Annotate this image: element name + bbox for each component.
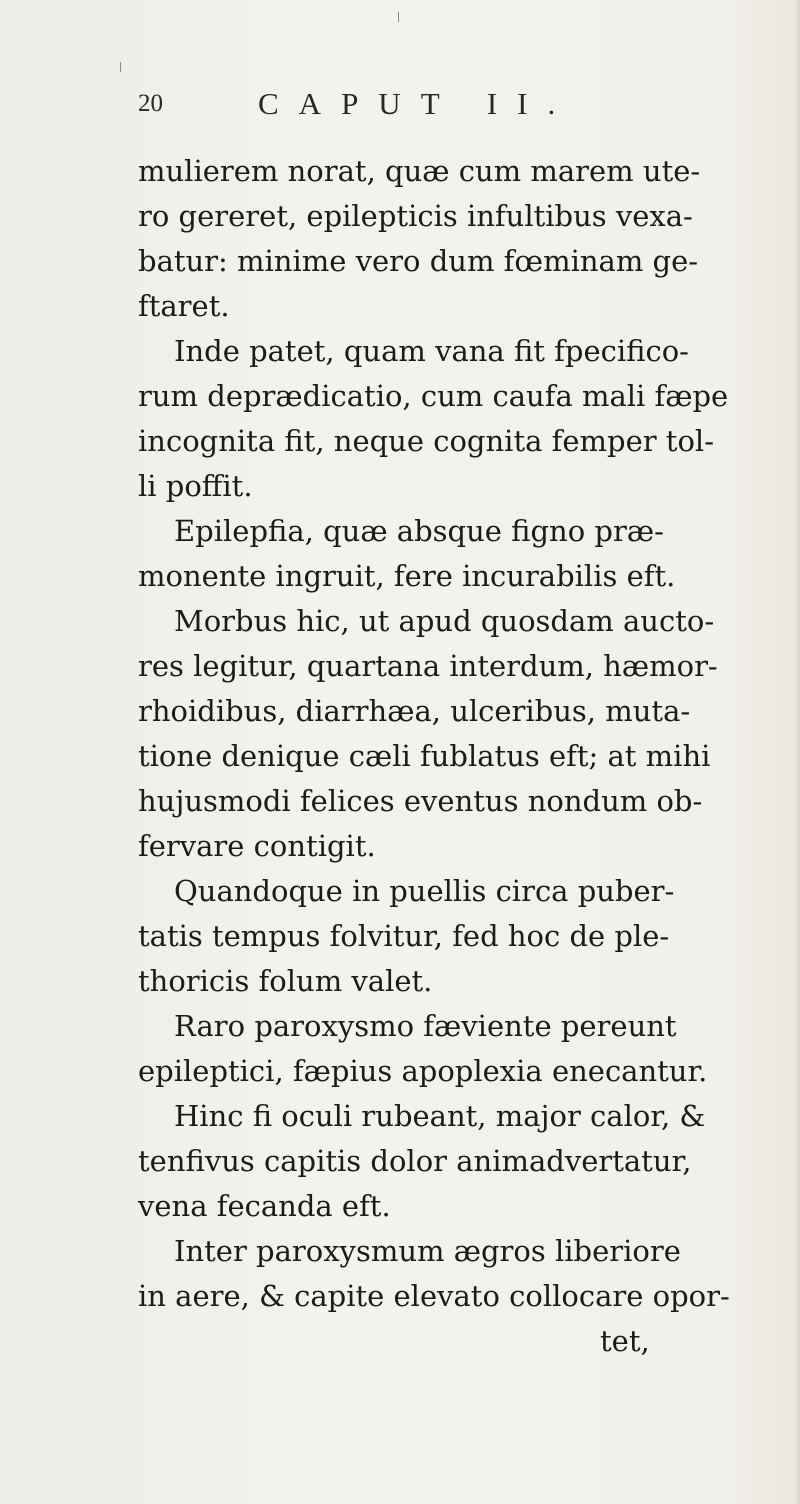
stray-mark [398,12,399,22]
text-line: li poffit. [138,469,253,503]
text-line: rum deprædicatio, cum caufa mali fæpe [138,379,729,413]
page-edge-shadow [794,0,800,1504]
catchword: tet, [600,1324,650,1358]
text-line: vena fecanda eft. [138,1189,391,1223]
text-line: in aere, & capite elevato collocare opor- [138,1279,730,1313]
text-line: hujusmodi felices eventus nondum ob- [138,784,703,818]
text-line: ftaret. [138,289,230,323]
text-line: Epilepfia, quæ absque figno præ- [174,514,664,548]
text-line: Inter paroxysmum ægros liberiore [174,1234,681,1268]
text-line: incognita fit, neque cognita femper tol- [138,424,714,458]
text-line: epileptici, fæpius apoplexia enecantur. [138,1054,708,1088]
text-line: batur: minime vero dum fœminam ge- [138,244,699,278]
text-line: fervare contigit. [138,829,376,863]
text-line: rhoidibus, diarrhæa, ulceribus, muta- [138,694,691,728]
running-head: CAPUT II. [258,86,576,121]
text-line: monente ingruit, fere incurabilis eft. [138,559,676,593]
page-number: 20 [138,90,163,117]
text-line: tione denique cæli fublatus eft; at mihi [138,739,711,773]
text-line: Morbus hic, ut apud quosdam aucto- [174,604,715,638]
text-line: tenfivus capitis dolor animadvertatur, [138,1144,692,1178]
text-line: Raro paroxysmo fæviente pereunt [174,1009,677,1043]
text-line: Quandoque in puellis circa puber- [174,874,675,908]
text-line: res legitur, quartana interdum, hæmor- [138,649,718,683]
stray-mark [120,62,121,72]
page-header [0,86,800,126]
text-line: Inde patet, quam vana fit fpecifico- [174,334,689,368]
text-line: thoricis folum valet. [138,964,433,998]
text-line: ro gereret, epilepticis infultibus vexa- [138,199,693,233]
text-line: tatis tempus folvitur, fed hoc de ple- [138,919,670,953]
text-line: Hinc fi oculi rubeant, major calor, & [174,1099,706,1133]
text-line: mulierem norat, quæ cum marem ute- [138,154,701,188]
